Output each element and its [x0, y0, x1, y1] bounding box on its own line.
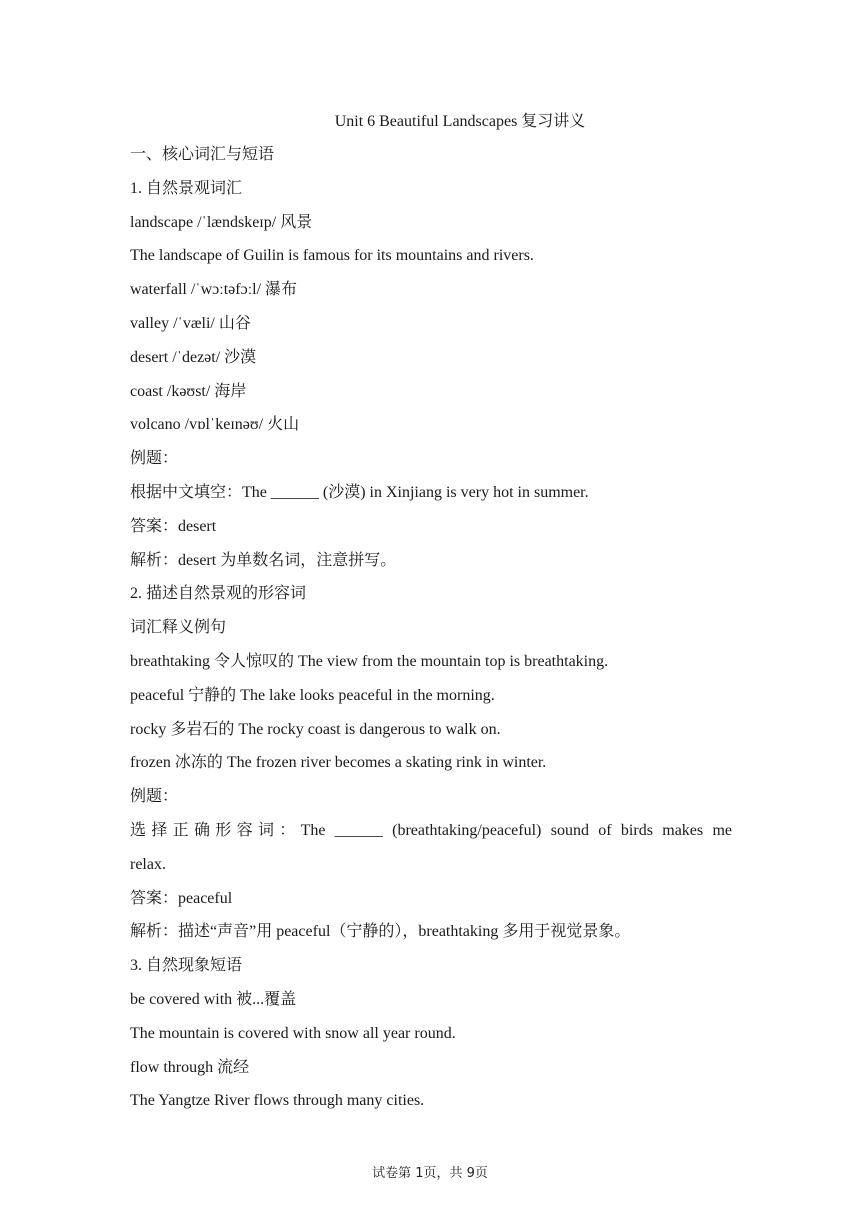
example-sentence: The landscape of Guilin is famous for its mountains and rivers. [130, 247, 534, 265]
adjective-entry: peaceful 宁静的 The lake looks peaceful in the morning. [130, 686, 495, 704]
vocab-entry: landscape /ˈlændskeɪp/ 风景 [130, 213, 313, 231]
page-footer: 试卷第 1页，共 9页 [372, 1166, 488, 1181]
phrase-entry: be covered with 被...覆盖 [130, 990, 297, 1008]
content-lines [130, 144, 732, 1124]
exercise-answer: 答案：desert [130, 517, 217, 535]
example-sentence: The Yangtze River flows through many cities. [130, 1092, 425, 1110]
exercise-question-continued: relax. [130, 855, 166, 873]
adjective-entry: rocky 多岩石的 The rocky coast is dangerous to walk on. [130, 720, 501, 738]
vocab-entry: waterfall /ˈwɔːtəfɔːl/ 瀑布 [130, 281, 298, 299]
exercise-explanation: 解析：描述“声音”用 peaceful（宁静的），breathtaking 多用于视觉景象。 [130, 923, 631, 941]
exercise-question: 根据中文填空：The ______ (沙漠) in Xinjiang is very hot in summer. [130, 483, 589, 501]
phrase-entry: flow through 流经 [130, 1058, 250, 1076]
vocab-entry: valley /ˈvæli/ 山谷 [130, 314, 251, 332]
exercise-answer: 答案：peaceful [130, 889, 233, 907]
adjective-entry: breathtaking 令人惊叹的 The view from the mountain top is breathtaking. [130, 652, 609, 670]
subsection-heading: 3. 自然现象短语 [130, 957, 243, 975]
example-sentence: The mountain is covered with snow all year round. [130, 1024, 456, 1042]
adjective-entry: frozen 冰冻的 The frozen river becomes a skating rink in winter. [130, 754, 547, 772]
subsection-heading: 1. 自然景观词汇 [130, 179, 243, 197]
example-label: 例题： [130, 450, 179, 468]
exercise-question: 选择正确形容词：The ______ (breathtaking/peaceful) sound of birds makes me [130, 821, 732, 839]
vocab-entry: volcano /vɒlˈkeɪnəʊ/ 火山 [130, 416, 300, 434]
subsection-heading: 2. 描述自然景观的形容词 [130, 585, 307, 603]
page-title: Unit 6 Beautiful Landscapes 复习讲义 [334, 113, 586, 130]
vocab-entry: desert /ˈdezət/ 沙漠 [130, 348, 257, 366]
vocab-entry: coast /kəʊst/ 海岸 [130, 382, 247, 400]
example-label: 例题： [130, 788, 179, 806]
exercise-explanation: 解析：desert 为单数名词，注意拼写。 [130, 551, 397, 569]
section-heading: 一、核心词汇与短语 [130, 146, 275, 163]
table-header: 词汇释义例句 [130, 619, 227, 637]
